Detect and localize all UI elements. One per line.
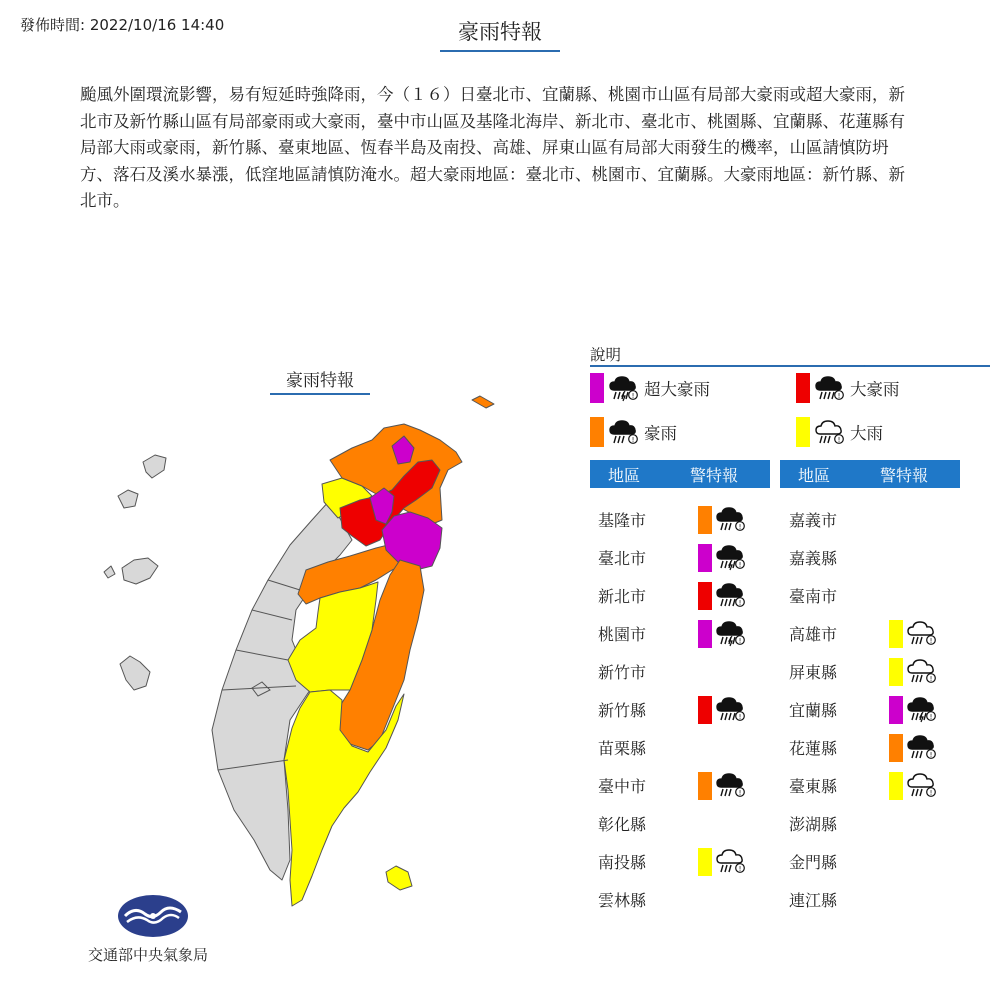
table-row xyxy=(598,576,778,614)
svg-text:!: ! xyxy=(738,713,742,721)
legend-label: 大豪雨 xyxy=(850,380,900,399)
region-name: 桃園市 xyxy=(598,625,647,644)
warning-description: 颱風外圍環流影響，易有短延時強降雨，今（１６）日臺北市、宜蘭縣、桃園市山區有局部大豪雨或超大豪雨，新北市及新竹縣山區有局部豪雨或大豪雨，臺中市山區及基隆北海岸、新北市、臺北市、桃園縣、宜蘭縣、花蓮縣有局部大雨或豪雨，新竹縣、臺東地區、恆春半島及南投、高雄、屏東山區有局部大雨發生的機率，山區請慎防坍方、落石及溪水暴漲，低窪地區請慎防淹水。超大豪雨地區：臺北市、桃園市、宜蘭縣。大豪雨地區：新竹縣、新北市。 xyxy=(80,85,905,210)
table-row xyxy=(598,652,778,690)
svg-text:!: ! xyxy=(738,865,742,873)
extreme-rain-icon xyxy=(608,374,640,402)
column-header-warning: 警特報 xyxy=(880,465,929,485)
extreme-rain-icon xyxy=(906,694,938,724)
torrential-rain-icon xyxy=(814,374,846,402)
legend-swatch xyxy=(796,373,810,403)
warning-swatch xyxy=(698,620,712,648)
map-title: 豪雨特報 xyxy=(270,366,370,395)
map-region-orchid-island xyxy=(386,866,412,890)
heavy-rain-icon xyxy=(814,418,846,446)
svg-text:!: ! xyxy=(929,675,933,683)
warning-swatch xyxy=(889,620,903,648)
table-header-left xyxy=(590,460,770,488)
legend-divider xyxy=(590,365,990,367)
region-name: 南投縣 xyxy=(598,853,647,872)
region-name: 臺南市 xyxy=(789,587,838,606)
table-row xyxy=(598,728,778,766)
warning-swatch xyxy=(889,658,903,686)
warning-swatch xyxy=(698,696,712,724)
table-row xyxy=(598,842,778,880)
issue-time: 發佈時間: 2022/10/16 14:40 xyxy=(20,16,225,34)
map-region-kinmen-small xyxy=(104,566,115,578)
region-name: 新北市 xyxy=(598,587,647,606)
region-name: 臺東縣 xyxy=(789,777,838,796)
table-row xyxy=(789,576,969,614)
heavy-torrential-rain-icon xyxy=(715,770,747,800)
torrential-rain-icon xyxy=(715,580,747,610)
heavy-torrential-rain-icon xyxy=(715,504,747,534)
warning-swatch xyxy=(698,582,712,610)
region-name: 新竹縣 xyxy=(598,701,647,720)
page-title: 豪雨特報 xyxy=(440,16,560,52)
region-name: 臺北市 xyxy=(598,549,647,568)
svg-text:!: ! xyxy=(738,523,742,531)
table-row xyxy=(789,804,969,842)
region-name: 金門縣 xyxy=(789,853,838,872)
region-name: 宜蘭縣 xyxy=(789,701,838,720)
region-name: 新竹市 xyxy=(598,663,647,682)
torrential-rain-icon xyxy=(715,694,747,724)
table-row xyxy=(789,842,969,880)
region-name: 雲林縣 xyxy=(598,891,647,910)
table-row xyxy=(789,500,969,538)
agency-name: 交通部中央氣象局 xyxy=(88,946,209,964)
warning-swatch xyxy=(889,772,903,800)
region-name: 臺中市 xyxy=(598,777,647,796)
table-row xyxy=(598,500,778,538)
extreme-rain-icon xyxy=(715,618,747,648)
heavy-rain-icon xyxy=(906,656,938,686)
region-name: 花蓮縣 xyxy=(789,739,838,758)
warning-swatch xyxy=(889,696,903,724)
region-name: 嘉義市 xyxy=(789,511,838,530)
svg-text:!: ! xyxy=(738,637,742,645)
region-name: 澎湖縣 xyxy=(789,815,838,834)
table-row xyxy=(789,728,969,766)
region-name: 基隆市 xyxy=(598,511,647,530)
region-name: 連江縣 xyxy=(789,891,838,910)
table-row xyxy=(598,614,778,652)
svg-text:!: ! xyxy=(631,436,635,444)
svg-text:!: ! xyxy=(929,637,933,645)
legend-title: 說明 xyxy=(590,346,622,364)
map-region-lienchiang xyxy=(143,455,166,478)
taiwan-warning-map xyxy=(0,380,580,920)
svg-text:!: ! xyxy=(738,561,742,569)
svg-text:!: ! xyxy=(738,599,742,607)
heavy-rain-icon xyxy=(715,846,747,876)
heavy-torrential-rain-icon xyxy=(906,732,938,762)
legend-item-extreme-torrential xyxy=(590,373,710,403)
region-name: 屏東縣 xyxy=(789,663,838,682)
map-region-kinmen xyxy=(122,558,158,584)
map-region-penghu xyxy=(120,656,150,690)
cwb-logo xyxy=(117,894,189,938)
table-row xyxy=(598,880,778,918)
legend-label: 豪雨 xyxy=(644,424,677,443)
warning-swatch xyxy=(698,506,712,534)
legend-label: 大雨 xyxy=(850,424,883,443)
column-header-warning: 警特報 xyxy=(690,465,739,485)
map-region-lienchiang-south xyxy=(118,490,138,508)
legend-swatch xyxy=(796,417,810,447)
table-row xyxy=(789,614,969,652)
table-row xyxy=(598,538,778,576)
region-name: 彰化縣 xyxy=(598,815,647,834)
map-region-northern-islet xyxy=(472,396,494,408)
warning-swatch xyxy=(889,734,903,762)
legend-label: 超大豪雨 xyxy=(644,380,710,399)
heavy-rain-icon xyxy=(906,618,938,648)
legend-item-torrential xyxy=(796,373,900,403)
svg-text:!: ! xyxy=(837,436,841,444)
heavy-torrential-rain-icon xyxy=(608,418,640,446)
warning-swatch xyxy=(698,848,712,876)
region-name: 嘉義縣 xyxy=(789,549,838,568)
table-row xyxy=(789,652,969,690)
table-row xyxy=(598,766,778,804)
table-row xyxy=(789,690,969,728)
extreme-rain-icon xyxy=(715,542,747,572)
table-row xyxy=(598,690,778,728)
legend-swatch xyxy=(590,417,604,447)
svg-text:!: ! xyxy=(929,751,933,759)
legend-swatch xyxy=(590,373,604,403)
svg-text:!: ! xyxy=(929,789,933,797)
table-row xyxy=(789,880,969,918)
svg-text:!: ! xyxy=(631,392,635,400)
table-header-right xyxy=(780,460,960,488)
region-name: 苗栗縣 xyxy=(598,739,647,758)
warning-swatch xyxy=(698,544,712,572)
svg-text:!: ! xyxy=(738,789,742,797)
table-row xyxy=(789,538,969,576)
region-name: 高雄市 xyxy=(789,625,838,644)
column-header-region: 地區 xyxy=(608,465,641,485)
legend-item-heavy-torrential xyxy=(590,417,677,447)
warning-swatch xyxy=(698,772,712,800)
legend-item-heavy-rain xyxy=(796,417,883,447)
table-row xyxy=(598,804,778,842)
heavy-rain-icon xyxy=(906,770,938,800)
svg-text:!: ! xyxy=(929,713,933,721)
svg-text:!: ! xyxy=(837,392,841,400)
column-header-region: 地區 xyxy=(798,465,831,485)
table-row xyxy=(789,766,969,804)
